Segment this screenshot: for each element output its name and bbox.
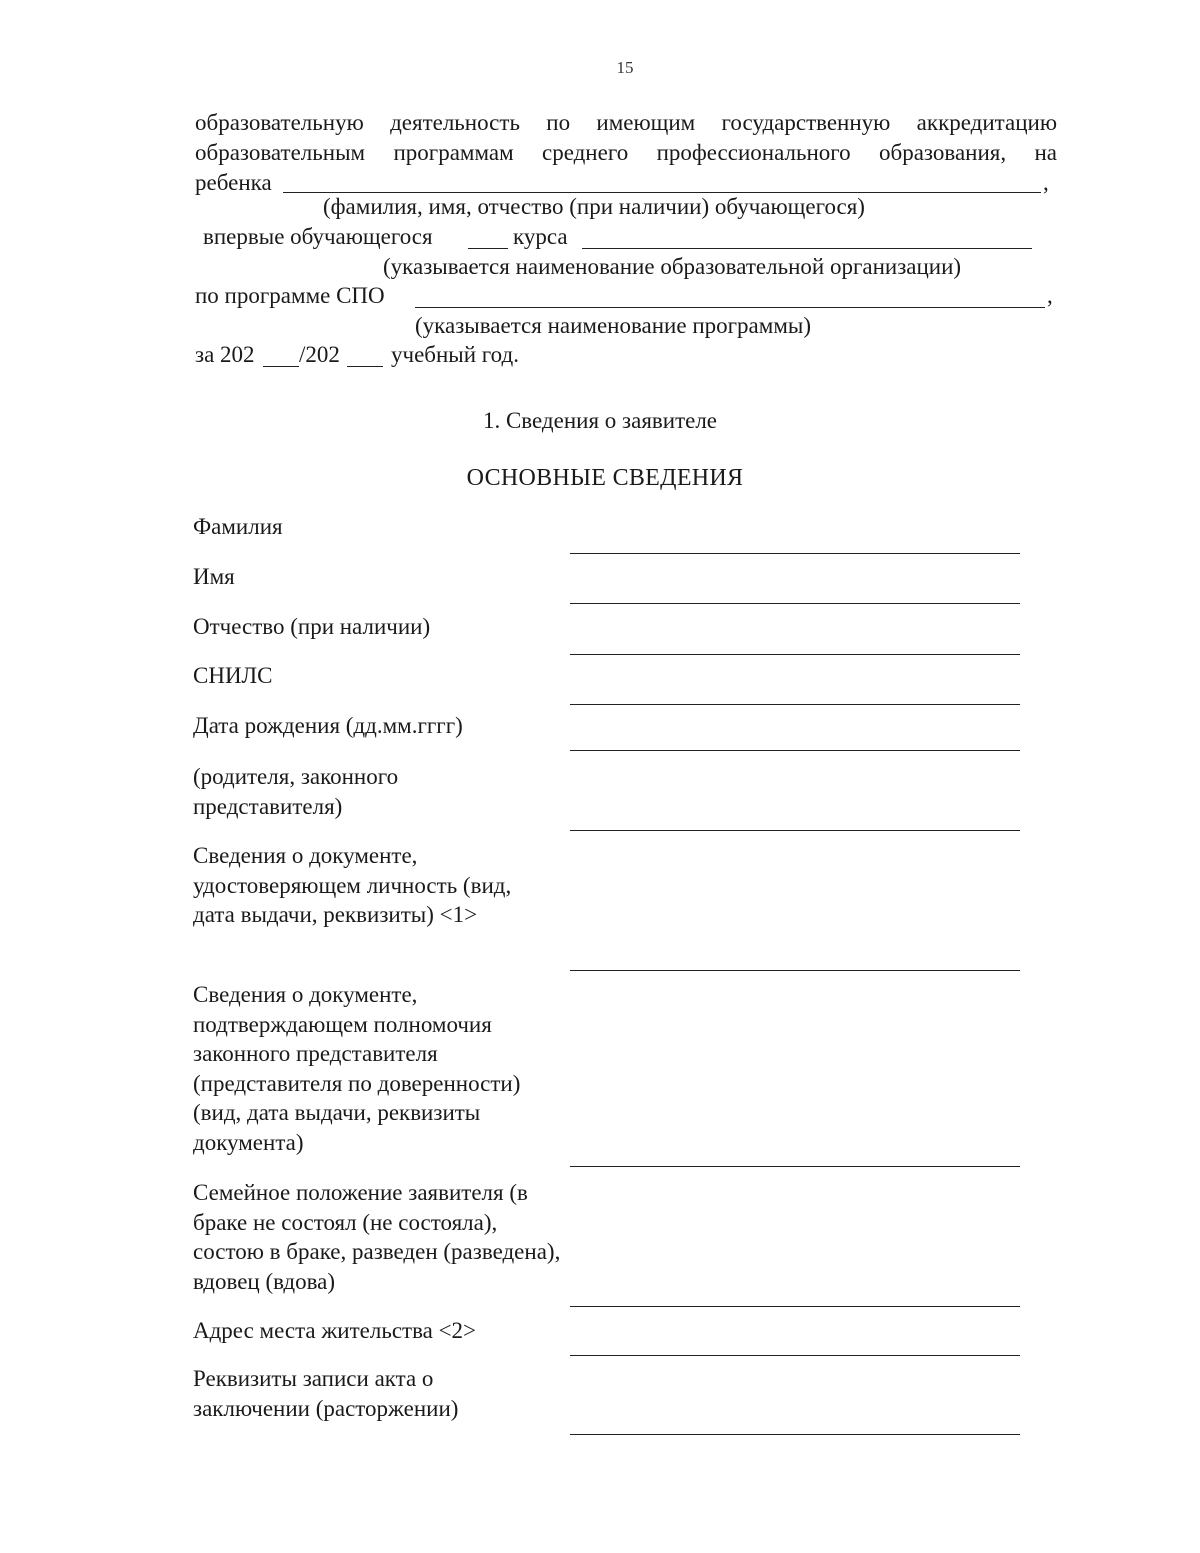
field-label-marriage-record: Реквизиты записи акта о заключении (расторжении)	[193, 1366, 459, 1421]
field-input-parent[interactable]	[570, 830, 1020, 831]
year-slash: /202	[299, 342, 340, 367]
field-input-surname[interactable]	[570, 553, 1020, 554]
field-label-name: Имя	[193, 564, 235, 589]
field-label-marital-status: Семейное положение заявителя (в браке не состоял (не состояла), состою в браке, разведен (разведена), вдовец (вдова)	[193, 1180, 561, 1294]
year-start-field[interactable]	[263, 366, 299, 367]
year-end-field[interactable]	[347, 366, 383, 367]
hint-child-name: (фамилия, имя, отчество (при наличии) обучающегося)	[323, 194, 865, 219]
comma: ,	[1043, 170, 1049, 195]
intro-line-1: образовательную деятельность по имеющим государственную аккредитацию	[195, 110, 1057, 135]
page-number: 15	[616, 58, 634, 77]
program-label: по программе СПО	[195, 283, 385, 308]
course-number-field[interactable]	[468, 248, 508, 249]
hint-program: (указывается наименование программы)	[415, 313, 811, 338]
organization-field[interactable]	[582, 248, 1032, 249]
field-input-snils[interactable]	[570, 704, 1020, 705]
field-label-identity-document: Сведения о документе, удостоверяющем личность (вид, дата выдачи, реквизиты) <1>	[193, 843, 512, 927]
field-input-birth-date[interactable]	[570, 750, 1020, 751]
intro-line-2: образовательным программам среднего профессионального образования, на	[195, 140, 1057, 165]
field-label-parent: (родителя, законного представителя)	[193, 764, 399, 819]
section-subtitle: ОСНОВНЫЕ СВЕДЕНИЯ	[466, 465, 744, 491]
field-label-address: Адрес места жительства <2>	[193, 1318, 477, 1343]
field-input-marital-status[interactable]	[570, 1306, 1020, 1307]
course-label: курса	[513, 224, 568, 249]
field-label-snils: СНИЛС	[193, 663, 273, 688]
field-input-patronymic[interactable]	[570, 654, 1020, 655]
intro-paragraph	[195, 108, 1057, 198]
first-time-label: впервые обучающегося	[203, 224, 433, 249]
comma: ,	[1047, 283, 1053, 308]
program-field[interactable]	[415, 307, 1045, 308]
year-prefix: за 202	[195, 342, 255, 367]
field-label-birth-date: Дата рождения (дд.мм.гггг)	[193, 713, 463, 738]
field-label-patronymic: Отчество (при наличии)	[193, 614, 431, 639]
field-input-identity-document[interactable]	[570, 970, 1020, 971]
child-label: ребенка	[195, 170, 272, 195]
child-name-field[interactable]	[283, 192, 1041, 193]
section-title: 1. Сведения о заявителе	[482, 408, 718, 433]
field-input-authority-document[interactable]	[570, 1166, 1020, 1167]
field-input-address[interactable]	[570, 1355, 1020, 1356]
year-suffix: учебный год.	[391, 342, 519, 367]
field-label-surname: Фамилия	[193, 514, 283, 539]
field-input-name[interactable]	[570, 603, 1020, 604]
field-input-marriage-record[interactable]	[570, 1434, 1020, 1435]
field-label-authority-document: Сведения о документе, подтверждающем полномочия законного представителя (представителя по доверенности) (вид, дата выдачи, реквизиты документа)	[193, 982, 521, 1155]
hint-organization: (указывается наименование образовательной организации)	[383, 254, 962, 279]
